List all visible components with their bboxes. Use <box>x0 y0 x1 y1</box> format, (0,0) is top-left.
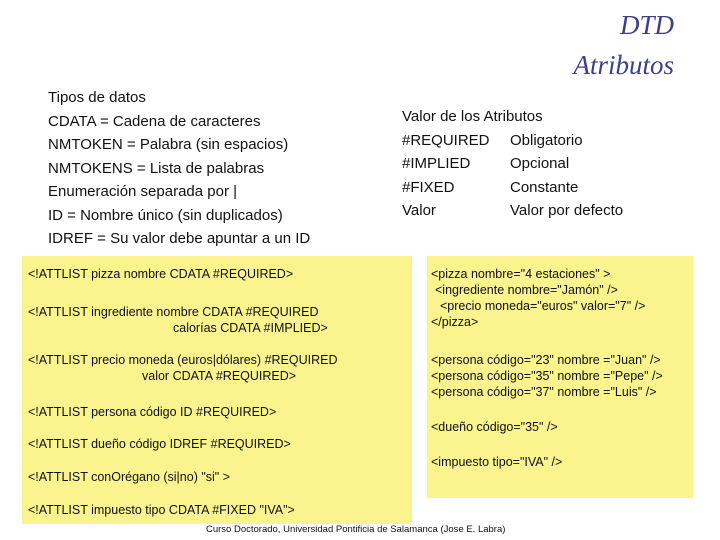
footer-credit: Curso Doctorado, Universidad Pontificia de Salamanca (Jose E. Labra) <box>206 524 506 535</box>
dtd-line-dueno: <!ATTLIST dueño código IDREF #REQUIRED> <box>28 437 291 451</box>
dtd-line-conoregano: <!ATTLIST conOrégano (si|no) "si" > <box>28 470 231 484</box>
value-key: #REQUIRED <box>402 131 490 149</box>
xml-line-impuesto: <impuesto tipo="IVA" /> <box>431 455 563 469</box>
value-row-default <box>402 199 623 223</box>
dtd-line-persona: <!ATTLIST persona código ID #REQUIRED> <box>28 405 277 419</box>
value-key: #FIXED <box>402 178 455 196</box>
dtd-line-precio: <!ATTLIST precio moneda (euros|dólares) #REQUIRED <box>28 353 338 367</box>
value-row-fixed <box>402 176 623 200</box>
type-item-enumeration: Enumeración separada por | <box>48 183 238 200</box>
value-desc: Obligatorio <box>510 131 583 149</box>
data-types-list <box>48 86 310 251</box>
slide-title-line1: DTD <box>619 10 674 40</box>
value-desc: Constante <box>510 178 579 196</box>
value-key: #IMPLIED <box>402 155 471 172</box>
type-item-nmtoken: NMTOKEN = Palabra (sin espacios) <box>48 136 289 153</box>
value-row-implied <box>402 152 623 176</box>
type-item-cdata: CDATA = Cadena de caracteres <box>48 112 261 130</box>
slide-title-line2: Atributos <box>573 50 674 80</box>
xml-line-precio: <precio moneda="euros" valor="7" /> <box>440 299 646 313</box>
values-heading: Valor de los Atributos <box>402 108 543 125</box>
dtd-line-impuesto: <!ATTLIST impuesto tipo CDATA #FIXED "IVA"> <box>28 503 295 517</box>
attribute-values-list <box>402 105 623 223</box>
value-key: Valor <box>402 202 436 219</box>
dtd-line-pizza: <!ATTLIST pizza nombre CDATA #REQUIRED> <box>28 267 294 281</box>
xml-line-persona-35: <persona código="35" nombre ="Pepe" /> <box>431 369 663 383</box>
dtd-line-valor: valor CDATA #REQUIRED> <box>142 369 297 383</box>
type-item-idref: IDREF = Su valor debe apuntar a un ID <box>48 230 311 247</box>
xml-line-dueno: <dueño código="35" /> <box>431 420 558 434</box>
xml-line-pizza-close: </pizza> <box>431 315 479 329</box>
value-desc: Opcional <box>510 155 570 172</box>
xml-line-ingrediente: <ingrediente nombre="Jamón" /> <box>435 283 618 297</box>
types-heading: Tipos de datos <box>48 89 146 106</box>
xml-line-persona-23: <persona código="23" nombre ="Juan" /> <box>431 353 661 367</box>
dtd-line-ingrediente: <!ATTLIST ingrediente nombre CDATA #REQUIRED <box>28 305 319 319</box>
type-item-nmtokens: NMTOKENS = Lista de palabras <box>48 159 265 177</box>
xml-line-persona-37: <persona código="37" nombre ="Luis" /> <box>431 385 657 399</box>
value-desc: Valor por defecto <box>510 202 624 219</box>
dtd-line-calorias: calorías CDATA #IMPLIED> <box>173 321 328 335</box>
type-item-id: ID = Nombre único (sin duplicados) <box>48 206 283 224</box>
xml-line-pizza-open: <pizza nombre="4 estaciones" > <box>431 267 611 281</box>
value-row-required <box>402 129 623 153</box>
